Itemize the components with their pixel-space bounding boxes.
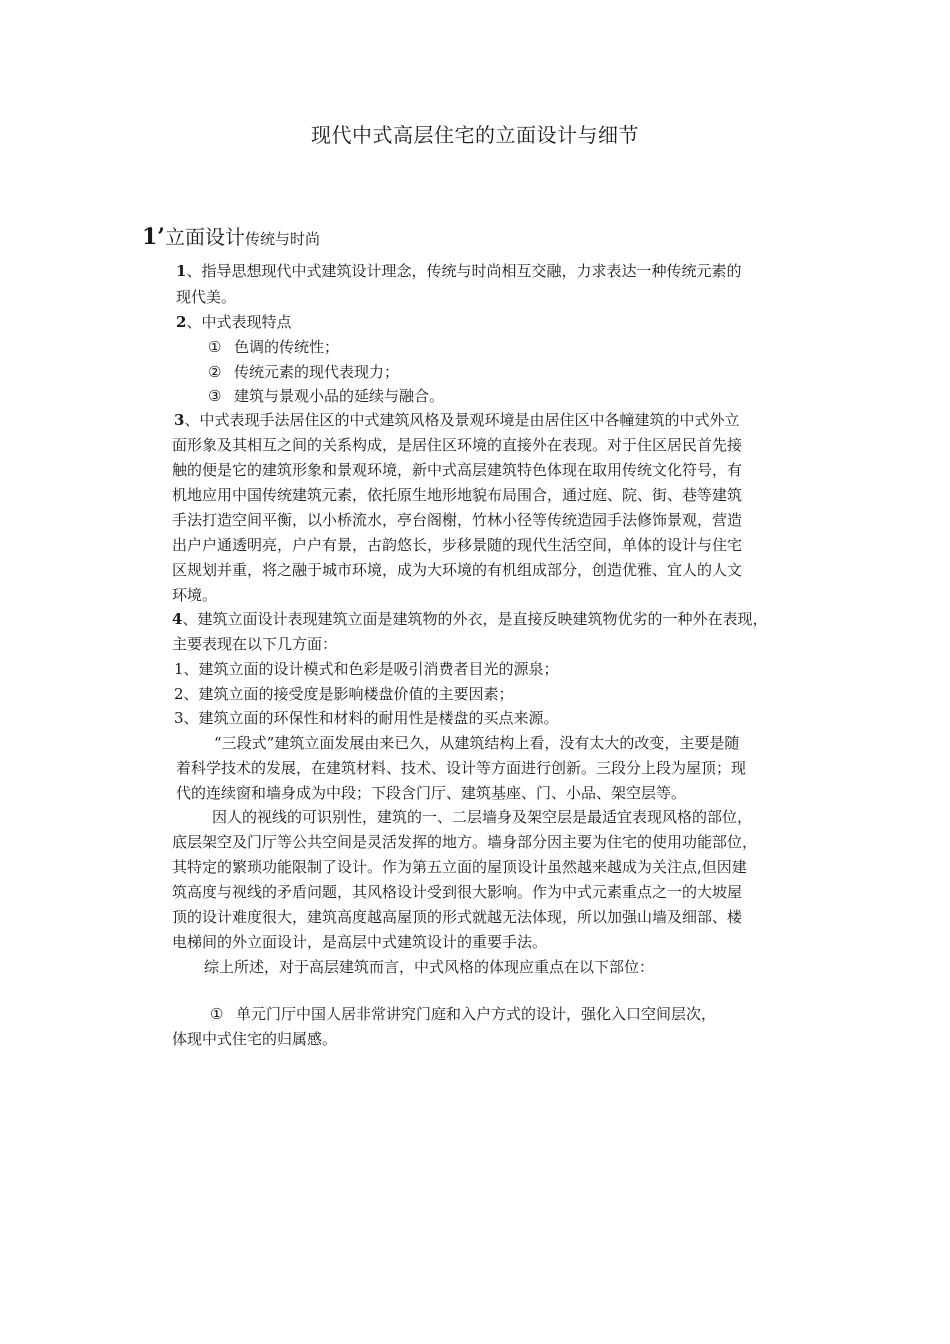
item-text: 传统元素的现代表现力； (234, 363, 400, 381)
point1-text: 、指导思想现代中式建筑设计理念，传统与时尚相互交融，力求表达一种传统元素的 (186, 262, 742, 280)
document-title: 现代中式高层住宅的立面设计与细节 (311, 123, 639, 147)
item-marker: ② (208, 363, 222, 381)
paragraph-three-section-line2: 着科学技术的发展，在建筑材料、技术、设计等方面进行创新。三段分上段为屋顶；现 (176, 759, 747, 777)
point4-text: 、建筑立面设计表现建筑立面是建筑物的外衣，是直接反映建筑物优劣的一种外在表现， (182, 610, 768, 628)
point4-subitem-2: 2、建筑立面的接受度是影响楼盘价值的主要因素； (174, 685, 514, 703)
final-item-line1 (210, 1003, 716, 1025)
paragraph-visual-line5: 顶的设计难度很大，建筑高度越高屋顶的形式就越无法体现，所以加强山墙及细部、楼 (172, 908, 743, 926)
point3-line7: 区规划并重，将之融于城市环境，成为大环境的有机组成部分，创造优雅、宜人的人文 (172, 561, 743, 579)
point2-text: 、中式表现特点 (186, 313, 292, 331)
point4-subitem-3: 3、建筑立面的环保性和材料的耐用性是楼盘的买点来源。 (174, 709, 559, 727)
point4-number: 4 (172, 610, 183, 628)
paragraph-visual-line6: 电梯间的外立面设计，是高层中式建筑设计的重要手法。 (172, 933, 548, 951)
section-subtitle: 传统与时尚 (244, 230, 320, 248)
section-heading (142, 222, 742, 254)
point3-line3: 触的便是它的建筑形象和景观环境，新中式高层建筑特色体现在取用传统文化符号，有 (172, 461, 743, 479)
paragraph-visual-line1: 因人的视线的可识别性，建筑的一、二层墙身及架空层是最适宜表现风格的部位， (212, 808, 753, 826)
summary-line: 综上所述，对于高层建筑而言，中式风格的体现应重点在以下部位： (204, 958, 655, 976)
paragraph-visual-line3: 其特定的繁琐功能限制了设计。作为第五立面的屋顶设计虽然越来越成为关注点,但因建 (172, 858, 747, 876)
point1-line1 (176, 260, 741, 282)
point1-number: 1 (176, 262, 187, 280)
point3-line4: 机地应用中国传统建筑元素，依托原生地形地貌布局围合，通过庭、院、街、巷等建筑 (172, 486, 743, 504)
item-text: 色调的传统性； (234, 338, 340, 356)
point3-text: 、中式表现手法居住区的中式建筑风格及景观环境是由居住区中各幢建筑的中式外立 (184, 411, 740, 429)
point2-item-1 (208, 336, 339, 358)
item-marker: ① (208, 338, 222, 356)
section-title: 立面设计 (164, 225, 245, 249)
paragraph-three-section-line1: “三段式”建筑立面发展由来已久，从建筑结构上看，没有太大的改变，主要是随 (214, 734, 740, 752)
point2-item-2 (208, 361, 399, 383)
item-marker: ① (210, 1005, 224, 1023)
point2-item-3 (208, 385, 444, 407)
point2-heading (176, 311, 291, 333)
point3-line5: 手法打造空间平衡，以小桥流水，亭台阁榭，竹林小径等传统造园手法修饰景观，营造 (172, 511, 743, 529)
point3-line1 (174, 409, 739, 431)
point4-subitem-1: 1、建筑立面的设计模式和色彩是吸引消费者目光的源泉； (174, 660, 559, 678)
point3-line6: 出户户通透明亮，户户有景，古韵悠长，步移景随的现代生活空间，单体的设计与住宅 (172, 536, 743, 554)
paragraph-visual-line4: 筑高度与视线的矛盾问题，其风格设计受到很大影响。作为中式元素重点之一的大坡屋 (172, 883, 743, 901)
point2-number: 2 (176, 313, 187, 331)
item-text: 建筑与景观小品的延续与融合。 (234, 387, 445, 405)
final-item-text: 单元门厅中国人居非常讲究门庭和入户方式的设计，强化入口空间层次， (236, 1005, 717, 1023)
final-item-line2: 体现中式住宅的归属感。 (172, 1030, 338, 1048)
point4-line2: 主要表现在以下几方面： (172, 635, 338, 653)
paragraph-three-section-line3: 代的连续窗和墙身成为中段；下段含门厅、建筑基座、门、小品、架空层等。 (176, 784, 687, 802)
point3-number: 3 (174, 411, 185, 429)
paragraph-visual-line2: 底层架空及门厅等公共空间是灵活发挥的地方。墙身部分因主要为住宅的使用功能部位， (172, 833, 758, 851)
point4-line1 (172, 608, 767, 630)
point3-line8: 环境。 (172, 586, 218, 604)
point1-line2: 现代美。 (176, 288, 237, 306)
item-marker: ③ (208, 387, 222, 405)
point3-line2: 面形象及其相互之间的关系构成，是居住区环境的直接外在表现。对于住区居民首先接 (172, 436, 743, 454)
section-number: 1’ (142, 224, 165, 250)
